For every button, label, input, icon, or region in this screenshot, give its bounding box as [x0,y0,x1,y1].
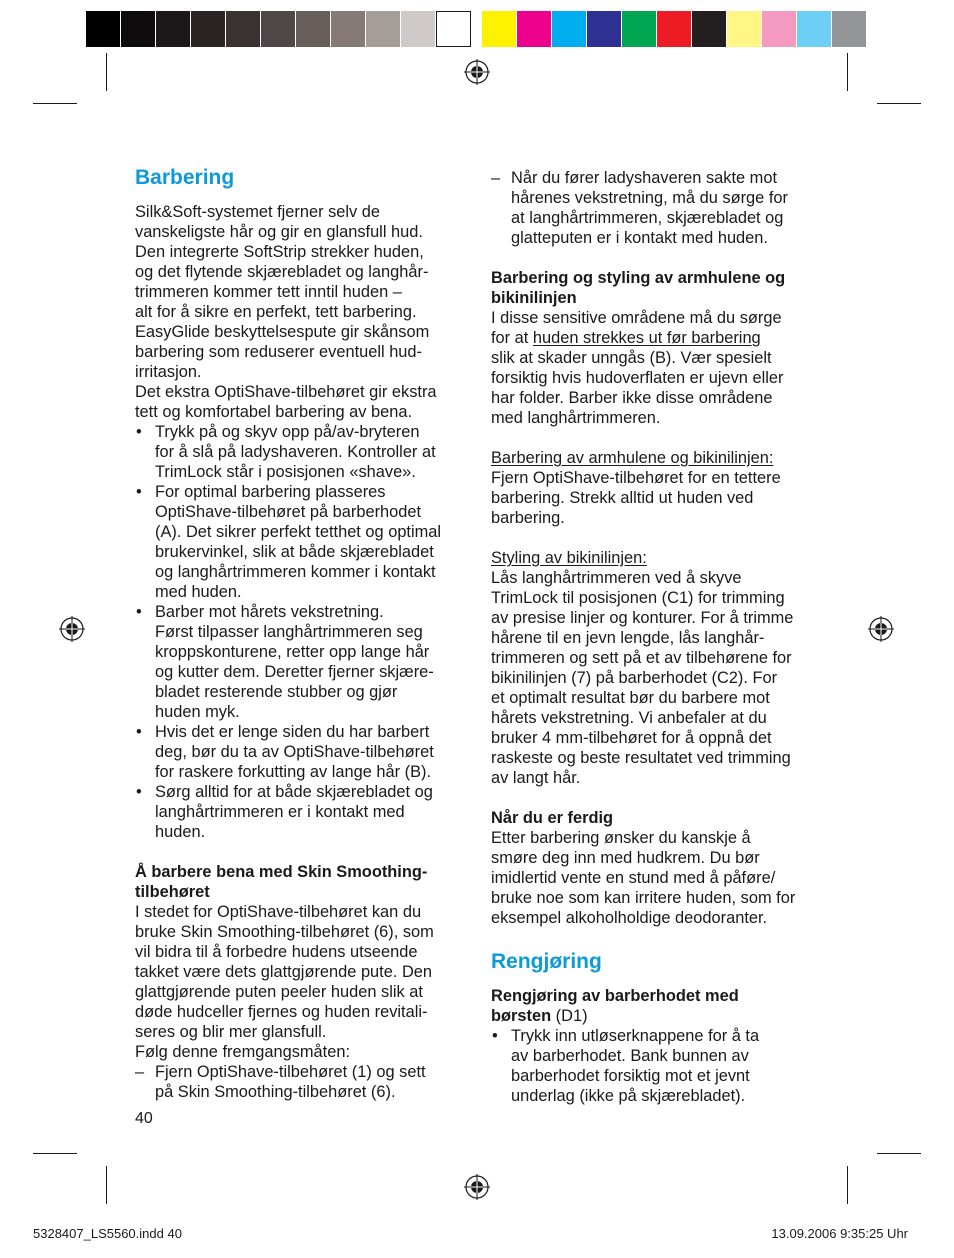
page-number: 40 [135,1110,153,1127]
color-swatch [622,11,657,47]
color-bar [482,11,867,47]
text-line: og det flytende skjærebladet og langhår- [135,263,429,281]
text-line: Den integrerte SoftStrip strekker huden, [135,243,424,261]
sub-heading-when-done: Når du er ferdig [491,809,614,827]
cleaning-bullet-list [491,1026,826,1106]
text-line: av presise linjer og konturer. For å trimme [491,609,794,627]
text-line: Silk&Soft-systemet fjerner selv de [135,203,381,221]
section-heading-rengjoring: Rengjøring [491,950,602,973]
text-line: bruke Skin Smoothing-tilbehøret (6), som [135,923,434,941]
text-line: irritasjon. [135,363,202,381]
right-column [491,168,826,1106]
text-line: barbering som reduserer eventuell hud- [135,343,422,361]
text-line: Barbering og styling av armhulene og [491,269,786,287]
armpit-text: I disse sensitive områdene må du sørge for at huden strekkes ut før barbering slik at skader unngås (B). Vær spesielt forsiktig hvis hudoverflaten er ujevn eller har folder. Barber ikke disse områdene med langhårtrimmeren. [491,308,826,428]
text-line: døde hudceller fjernes og huden revitali- [135,1003,428,1021]
color-swatch [727,11,762,47]
shaving-armpit-heading: Barbering av armhulene og bikinilinjen: [491,449,774,467]
text-line: smøre deg inn med hudkrem. Du bør [491,849,760,867]
styling-bikini-heading: Styling av bikinilinjen: [491,549,647,567]
text-line: EasyGlide beskyttelsespute gir skånsom [135,323,430,341]
text-line: forsiktig hvis hudoverflaten er ujevn eller [491,369,784,387]
sub-heading-armpit-bikini [491,268,826,308]
sub-heading-skin-smoothing [135,862,465,902]
registration-mark-icon [464,59,490,85]
color-swatch [86,11,121,47]
color-swatch [587,11,622,47]
list-item: • Sørg alltid for at både skjærebladet og langhårtrimmeren er i kontakt med huden. [135,782,465,842]
continued-dash-list [491,168,826,248]
color-swatch [692,11,727,47]
color-swatch [797,11,832,47]
list-item: – Fjern OptiShave-tilbehøret (1) og sett på Skin Smoothing-tilbehøret (6). [135,1062,465,1102]
color-swatch [191,11,226,47]
registration-mark-icon [59,616,85,642]
color-swatch [366,11,401,47]
color-swatch [296,11,331,47]
color-swatch [762,11,797,47]
color-swatch [261,11,296,47]
text-line: hårets vekstretning. Vi anbefaler at du [491,709,767,727]
registration-mark-icon [868,616,894,642]
styling-bikini-text [491,568,826,788]
text-line: tilbehøret [135,883,210,901]
color-swatch [156,11,191,47]
list-item: • Trykk inn utløserknappene for å ta av barberhodet. Bank bunnen av barberhodet forsiktig mot et jevnt underlag (ikke på skjærebladet). [491,1026,826,1106]
text-line: barbering. [491,509,565,527]
list-item: • Hvis det er lenge siden du har barbert deg, bør du ta av OptiShave-tilbehøret for raskere forkutting av lange hår (B). [135,722,465,782]
text-line: trimmeren kommer tett inntil huden – [135,283,402,301]
text-line: TrimLock til posisjonen (C1) for trimming [491,589,785,607]
text-line: barbering. Strekk alltid ut huden ved [491,489,754,507]
color-swatch [226,11,261,47]
text-line: av langt hår. [491,769,581,787]
footer-timestamp: 13.09.2006 9:35:25 Uhr [771,1226,908,1241]
text-line: alt for å sikre en perfekt, tett barbering. [135,303,417,321]
registration-mark-icon [464,1174,490,1200]
color-swatch [482,11,517,47]
text-line: eksempel alkoholholdige deodoranter. [491,909,768,927]
text-line: vil bidra til å forbedre hudens utseende [135,943,418,961]
text-line: slik at skader unngås (B). Vær spesielt [491,349,772,367]
intro-text [135,202,465,422]
text-line: et optimalt resultat bør du barbere mot [491,689,770,707]
when-done-text [491,828,826,928]
color-swatch [436,11,471,47]
text-line: bruke noe som kan irritere huden, som for [491,889,796,907]
list-item: • Barber mot hårets vekstretning. Først tilpasser langhårtrimmeren seg kroppskonturene, retter opp lange hår og kutter dem. Deretter fjerner skjære- bladet resterende stubber og gjør huden myk. [135,602,465,722]
text-line: Lås langhårtrimmeren ved å skyve [491,569,742,587]
text-line: Det ekstra OptiShave-tilbehøret gir ekstra [135,383,437,401]
text-line: bruker 4 mm-tilbehøret for å oppnå det [491,729,772,747]
shaving-bullet-list [135,422,465,842]
text-line: har folder. Barber ikke disse områdene [491,389,773,407]
cleaning-sub-heading: Rengjøring av barberhodet med børsten (D1) [491,987,739,1025]
shaving-armpit-text [491,468,826,528]
color-swatch [121,11,156,47]
text-line: bikinilinjen (7) på barberhodet (C2). For [491,669,778,687]
list-item: • For optimal barbering plasseres OptiShave-tilbehøret på barberhodet (A). Det sikrer perfekt tetthet og optimal brukervinkel, slik at både skjærebladet og langhårtrimmeren kommer i kontakt med huden. [135,482,465,602]
color-swatch [657,11,692,47]
list-item: • Trykk på og skyv opp på/av-bryteren for å slå på ladyshaveren. Kontroller at TrimLock står i posisjonen «shave». [135,422,465,482]
text-line: Fjern OptiShave-tilbehøret for en tettere [491,469,781,487]
text-line: vanskeligste hår og gir en glansfull hud. [135,223,423,241]
color-swatch [832,11,867,47]
skin-smoothing-text [135,902,465,1062]
grayscale-bar [86,11,471,47]
color-swatch [401,11,436,47]
section-heading-barbering: Barbering [135,166,235,189]
skin-smoothing-dash-list [135,1062,465,1102]
footer-file-info: 5328407_LS5560.indd 40 [33,1226,182,1241]
color-swatch [552,11,587,47]
text-line: tett og komfortabel barbering av bena. [135,403,412,421]
text-line: raskeste og beste resultatet ved trimming [491,749,791,767]
text-line: trimmeren og sett på et av tilbehørene for [491,649,792,667]
text-line: med langhårtrimmeren. [491,409,661,427]
text-line: glattgjørende puten peeler huden slik at [135,983,423,1001]
text-line: takket være dets glattgjørende pute. Den [135,963,433,981]
text-line: bikinilinjen [491,289,577,307]
text-line: seres og blir mer glansfull. [135,1023,327,1041]
text-line: I stedet for OptiShave-tilbehøret kan du [135,903,422,921]
text-line: Å barbere bena med Skin Smoothing- [135,863,428,881]
color-swatch [331,11,366,47]
text-line: Følg denne fremgangsmåten: [135,1043,351,1061]
left-column [135,166,465,1102]
color-swatch [517,11,552,47]
text-line: imidlertid vente en stund med å påføre/ [491,869,776,887]
list-item: – Når du fører ladyshaveren sakte mot hårenes vekstretning, må du sørge for at langhårtrimmeren, skjærebladet og glatteputen er i kontakt med huden. [491,168,826,248]
text-line: Etter barbering ønsker du kanskje å [491,829,751,847]
text-line: hårene til en jevn lengde, lås langhår- [491,629,765,647]
